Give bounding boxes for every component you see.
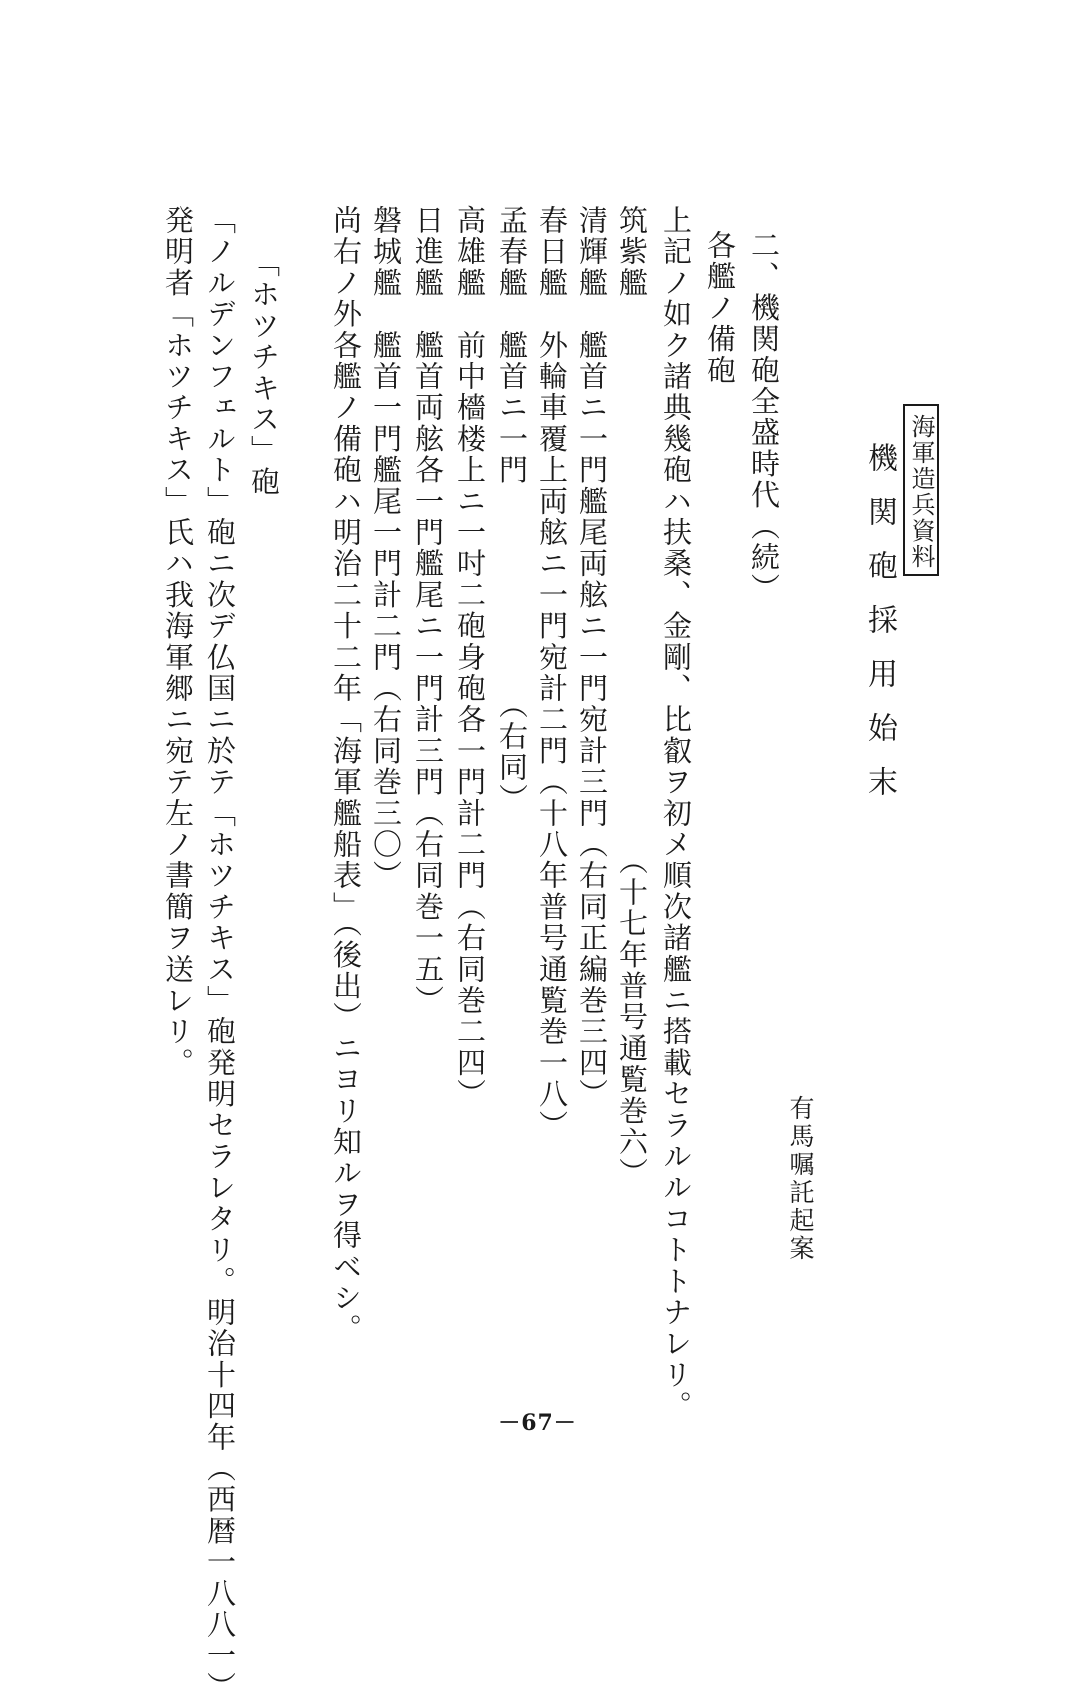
text-line: 上記ノ如ク諸典幾砲ハ扶桑、金剛、比叡ヲ初メ順次諸艦ニ搭載セラルルコトトナレリ。 [659,205,693,1422]
series-label-box [903,404,939,576]
text-line: 磐城艦 艦首一門艦尾一門計二門（右同巻三〇） [369,205,403,892]
subsection-heading: 「ホツチキス」砲 [247,248,281,498]
document-title: 機関砲採用始末 [862,442,897,820]
series-label: 海軍造兵資料 [907,414,935,570]
subheading: 各艦ノ備砲 [703,230,737,386]
text-line: 尚右ノ外各艦ノ備砲ハ明治二十二年「海軍艦船表」（後出）ニヨリ知ルヲ得ベシ。 [329,205,363,1345]
text-line: 筑紫艦 （十七年普号通覧巻六） [615,205,649,1189]
text-line: 高雄艦 前中檣楼上ニ一吋二砲身砲各一門計二門（右同巻二四） [453,205,487,1110]
section-heading: 二、機関砲全盛時代（続） [747,230,781,605]
author-line: 有馬嘱託起案 [786,1095,815,1263]
text-line: 清輝艦 艦首ニ一門艦尾両舷ニ一門宛計三門（右同正編巻三四） [575,205,609,1110]
text-line: 「ノルデンフェルト」砲ニ次デ仏国ニ於テ「ホツチキス」砲発明セラレタリ。明治十四年（西暦一八八一） [203,205,237,1703]
page-number: －67－ [498,1410,577,1436]
text-line: 発明者「ホツチキス」氏ハ我海軍郷ニ宛テ左ノ書簡ヲ送レリ。 [161,205,195,1079]
text-line: 孟春艦 艦首ニ一門 （右同） [495,205,529,815]
text-line: 春日艦 外輪車覆上両舷ニ一門宛計二門（十八年普号通覧巻一八） [535,205,569,1141]
text-line: 日進艦 艦首両舷各一門艦尾ニ一門計三門（右同巻一五） [411,205,445,1017]
